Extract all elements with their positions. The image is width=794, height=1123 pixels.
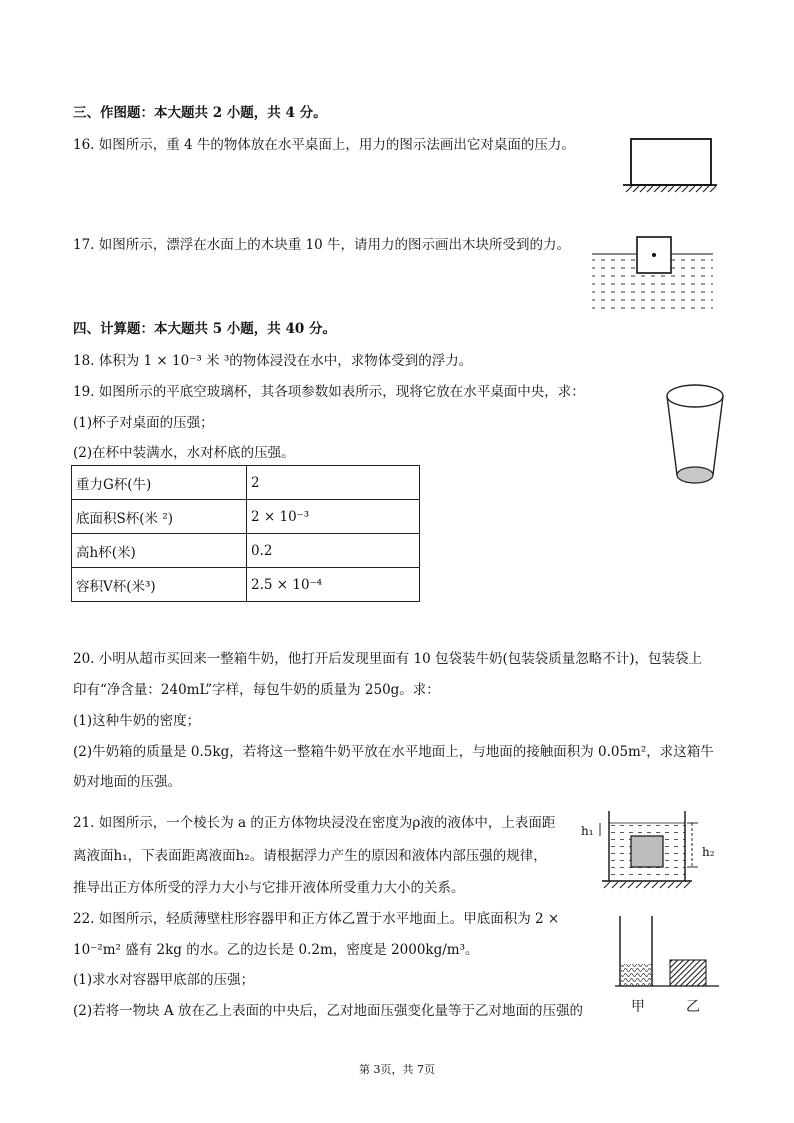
center-dot [652, 253, 656, 257]
parameter-table [71, 465, 420, 602]
question-20-line1: 20. 小明从超市买回来一整箱牛奶，他打开后发现里面有 10 包袋装牛奶(包装袋质量忽略不计)，包装袋上 [73, 651, 703, 667]
table-cell-value: 2.5 × 10⁻⁴ [247, 568, 420, 602]
label-h1: h₁ [581, 824, 594, 838]
question-20-line2: 印有“净含量：240mL”字样，每包牛奶的质量为 250g。求： [73, 682, 440, 698]
question-22-line2: 10⁻²m² 盛有 2kg 的水。乙的边长是 0.2m，密度是 2000kg/m³。 [73, 942, 479, 958]
question-19-stem: 19. 如图所示的平底空玻璃杯，其各项参数如表所示，现将它放在水平桌面中央，求： [73, 384, 585, 400]
table-row [72, 534, 420, 568]
glass-bottom [677, 467, 713, 483]
question-16: 16. 如图所示，重 4 牛的物体放在水平桌面上，用力的图示法画出它对桌面的压力。 [73, 137, 575, 153]
question-22-line1: 22. 如图所示，轻质薄壁柱形容器甲和正方体乙置于水平地面上。甲底面积为 2 × [73, 911, 560, 927]
figure-17-floating-block [590, 232, 715, 312]
question-17: 17. 如图所示，漂浮在水面上的木块重 10 牛，请用力的图示画出木块所受到的力。 [73, 237, 571, 253]
label-yi: 乙 [686, 999, 700, 1015]
section3-heading: 三、作图题：本大题共 2 小题，共 4 分。 [73, 105, 327, 121]
cube-block [631, 836, 663, 867]
question-20-part2b: 奶对地面的压强。 [73, 774, 181, 790]
glass-rim [667, 385, 723, 407]
water-in-jia [621, 964, 651, 986]
question-21-line3: 推导出正方体所受的浮力大小与它排开液体所受重力大小的关系。 [73, 880, 465, 896]
question-22-part2: (2)若将一物块 A 放在乙上表面的中央后，乙对地面压强变化量等于乙对地面的压强的 [73, 1003, 583, 1019]
label-h2: h₂ [702, 845, 715, 859]
figure-16-block-on-table [620, 136, 720, 194]
table-row [72, 500, 420, 534]
table-cell-label: 底面积S杯(米 ²) [72, 500, 247, 534]
question-21-line2: 离液面h₁，下表面距离液面h₂。请根据浮力产生的原因和液体内部压强的规律， [73, 848, 547, 864]
figure-22-containers [612, 912, 722, 992]
table-row [72, 568, 420, 602]
question-21-line1: 21. 如图所示，一个棱长为 a 的正方体物块浸没在密度为ρ液的液体中，上表面距 [73, 815, 556, 831]
table-cell-value: 2 [247, 466, 420, 500]
page-footer: 第 3页，共 7页 [359, 1063, 435, 1076]
question-19-part1: (1)杯子对桌面的压强； [73, 415, 214, 431]
table-cell-value: 2 × 10⁻³ [247, 500, 420, 534]
question-18: 18. 体积为 1 × 10⁻³ 米 ³的物体浸没在水中，求物体受到的浮力。 [73, 353, 473, 369]
question-19-part2: (2)在杯中装满水，水对杯底的压强。 [73, 445, 295, 461]
table-cell-label: 高h杯(米) [72, 534, 247, 568]
question-20-part1: (1)这种牛奶的密度； [73, 713, 201, 729]
table-cell-label: 容积V杯(米³) [72, 568, 247, 602]
question-20-part2a: (2)牛奶箱的质量是 0.5kg，若将这一整箱牛奶平放在水平地面上，与地面的接触面积为 0.05m²，求这箱牛 [73, 744, 714, 760]
cube-yi [670, 960, 706, 986]
question-22-part1: (1)求水对容器甲底部的压强； [73, 972, 255, 988]
table-row [72, 466, 420, 500]
table-cell-value: 0.2 [247, 534, 420, 568]
block-shape [631, 139, 711, 185]
figure-19-glass [660, 376, 730, 488]
label-jia: 甲 [631, 999, 645, 1015]
table-cell-label: 重力G杯(牛) [72, 466, 247, 500]
section4-heading: 四、计算题：本大题共 5 小题，共 40 分。 [73, 321, 336, 337]
